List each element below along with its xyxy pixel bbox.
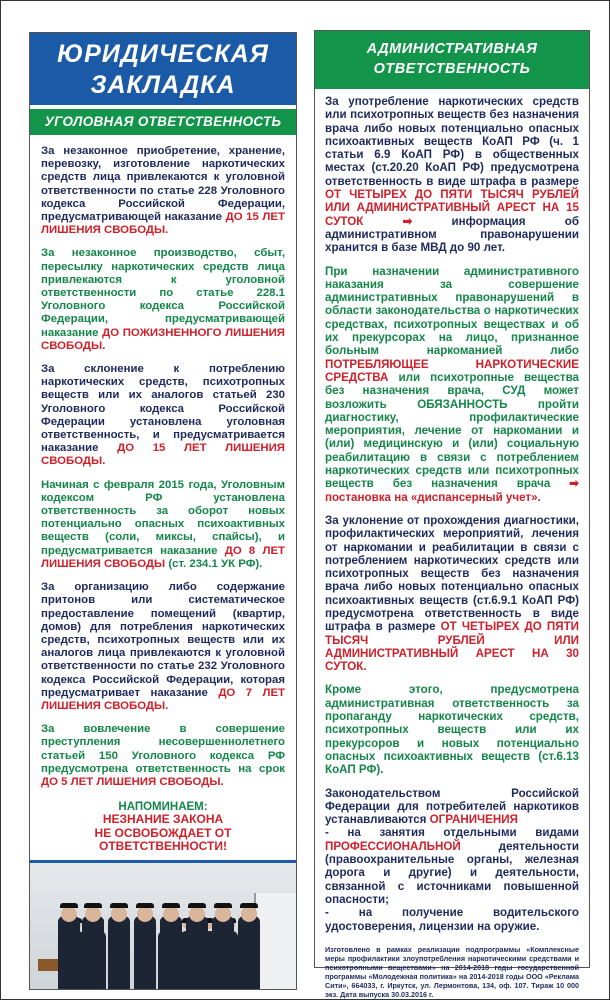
inmate-cap bbox=[110, 903, 128, 908]
inmate-face bbox=[85, 906, 101, 922]
inmate-figure bbox=[82, 916, 104, 989]
title-line-1: АДМИНИСТРАТИВНАЯ bbox=[366, 41, 538, 57]
administrative-liability-heading bbox=[315, 31, 589, 89]
text-tail: информация об административном правонарушении хранится в базе МВД до 90 лет. bbox=[325, 214, 579, 255]
paragraph-art-6-9 bbox=[325, 95, 579, 255]
penalty-highlight: ОТ ЧЕТЫРЕХ ДО ПЯТИ ТЫСЯЧ РУБЛЕЙ ИЛИ АДМИНИСТРАТИВНЫЙ АРЕСТ НА 15 СУТОК bbox=[325, 188, 579, 228]
reminder-line: НЕЗНАНИЕ ЗАКОНА bbox=[102, 812, 224, 827]
reminder-heading: НАПОМИНАЕМ: bbox=[118, 801, 208, 814]
inmate-cap bbox=[188, 903, 206, 908]
inmate-figure bbox=[58, 916, 80, 989]
bookmark-title bbox=[30, 33, 296, 105]
penalty-highlight: ДО ПОЖИЗНЕННОГО ЛИШЕНИЯ СВОБОДЫ. bbox=[41, 326, 285, 352]
inmate-face bbox=[189, 906, 205, 922]
restriction-item-tail: деятельности (правоохранительные органы, железная дорога и другие) и деятельности, связанной с источниками повышенной опасности; bbox=[325, 839, 579, 906]
inmate-cap bbox=[214, 903, 232, 908]
text-mid: или психотропные вещества без назначения врача, СУД может возложить ОБЯЗАННОСТЬ пройти диагностику, профилактические мероприятия, лечение от наркомании и (или) медицинскую и (или) социальную реабилитацию в связи с потреблением наркотических средств или психотропных веществ без назначения врача bbox=[325, 370, 579, 491]
text: Кроме этого, предусмотрена административная ответственность за пропаганду наркотических средств, психотропных веществ или их прекурсоров и новых потенциально опасных психоактивных веществ (ст.6.13 КоАП РФ). bbox=[325, 683, 579, 777]
highlight: ПОТРЕБЛЯЮЩЕЕ НАРКОТИЧЕСКИЕ СРЕДСТВА bbox=[325, 357, 579, 384]
inmate-figure bbox=[134, 916, 156, 989]
restriction-item: - на занятия отдельными видами bbox=[325, 826, 579, 840]
administrative-liability-column bbox=[314, 30, 590, 999]
penalty-highlight: ДО 15 ЛЕТ ЛИШЕНИЯ СВОБОДЫ. bbox=[41, 442, 285, 468]
criminal-liability-heading: УГОЛОВНАЯ ОТВЕТСТВЕННОСТЬ bbox=[30, 105, 296, 135]
penalty-highlight: ДО 8 ЛЕТ ЛИШЕНИЯ СВОБОДЫ bbox=[41, 544, 285, 570]
inmate-face bbox=[137, 906, 153, 922]
title-line-2: ОТВЕТСТВЕННОСТЬ bbox=[373, 61, 531, 77]
text: За употребление наркотических средств или психотропных веществ без назначения врача либо новых потенциально опасных психоактивных веществ КоАП РФ (ч. 1 статьи 6.9 КоАП РФ) в общественных местах (ст.20.20 КоАП РФ) предусмотрена ответственность в виде штрафа в размере bbox=[325, 95, 579, 188]
professional-highlight: ПРОФЕССИОНАЛЬНОЙ bbox=[325, 839, 461, 853]
penalty-highlight: ДО 5 ЛЕТ ЛИШЕНИЯ СВОБОДЫ. bbox=[41, 775, 224, 788]
inmate-face bbox=[61, 906, 77, 922]
reminder-block bbox=[41, 801, 285, 854]
arrow-right-icon: ➡ bbox=[569, 477, 579, 491]
inmate-figure bbox=[108, 916, 130, 989]
inmate-cap bbox=[162, 903, 180, 908]
registration-highlight: постановка на «диспансерный учет». bbox=[325, 490, 541, 504]
inmate-figure bbox=[186, 916, 208, 989]
penalty-highlight: ДО 7 ЛЕТ ЛИШЕНИЯ СВОБОДЫ. bbox=[41, 686, 285, 712]
inmate-cap bbox=[84, 903, 102, 908]
inmate-cap bbox=[240, 903, 258, 908]
text-tail: (ст. 234.1 УК РФ). bbox=[165, 557, 263, 570]
inmate-figure bbox=[238, 916, 260, 989]
paragraph-art-228-1 bbox=[41, 247, 285, 353]
photo-wall bbox=[254, 893, 296, 989]
reminder-line: НЕ ОСВОБОЖДАЕТ ОТ bbox=[94, 825, 232, 840]
restrictions-highlight: ОГРАНИЧЕНИЯ bbox=[429, 813, 518, 827]
inmate-cap bbox=[136, 903, 154, 908]
paragraph-art-6-13 bbox=[325, 683, 579, 776]
paragraph-art-6-9-1 bbox=[325, 514, 579, 674]
inmate-figure bbox=[212, 916, 234, 989]
paragraph-art-150 bbox=[41, 723, 285, 789]
paragraph-art-228 bbox=[41, 145, 285, 237]
inmate-face bbox=[111, 906, 127, 922]
text: При назначении административного наказания за совершение административных правонарушений в области законодательства о наркотических средствах, психотропных веществах и об их прекурсорах на лицо, признанное больным наркоманией либо bbox=[325, 264, 579, 358]
restriction-item: - на получение водительского удостоверения, лицензии на оружие. bbox=[325, 906, 579, 933]
text: Начиная с февраля 2015 года, Уголовным кодексом РФ установлена ответственность за оборот новых потенциально опасных психоактивных веществ (соли, миксы, спайсы), и предусматривается наказание bbox=[41, 478, 285, 557]
title-line-2: ЗАКЛАДКА bbox=[90, 71, 236, 99]
title-line-1: ЮРИДИЧЕСКАЯ bbox=[57, 40, 269, 68]
text: За вовлечение в совершение преступления несовершеннолетнего статьей 150 Уголовного кодекса РФ предусмотрена ответственность на срок bbox=[41, 723, 285, 775]
text: За организацию либо содержание притонов или систематическое предоставление помещений (квартир, домов) для потребления наркотических средств, психотропных веществ или их аналогов лица привлекаются к уголовной ответственности по статье 232 Уголовного кодекса Российской Федерации, которая предусматривает наказание bbox=[41, 581, 285, 699]
criminal-liability-column bbox=[29, 32, 297, 990]
text: За склонение к потреблению наркотических средств, психотропных веществ или их аналогов статьей 230 Уголовного кодекса Российской Федерации установлена уголовная ответственность, и предусматривается наказание bbox=[41, 363, 285, 455]
inmate-cap bbox=[60, 903, 78, 908]
inmate-face bbox=[163, 906, 179, 922]
penalty-highlight: ДО 15 ЛЕТ ЛИШЕНИЯ СВОБОДЫ. bbox=[41, 211, 285, 237]
paragraph-restrictions bbox=[325, 787, 579, 933]
paragraph-court-obligation bbox=[325, 265, 579, 504]
inmates-photo bbox=[30, 860, 296, 989]
text: За уклонение от прохождения диагностики, профилактических мероприятий, лечения от наркомании и реабилитации в связи с потреблением наркотических средств или психотропных веществ без назначения врача либо новых потенциально опасных психоактивных веществ (ст.6.9.1 КоАП РФ) предусмотрена ответственность в виде штрафа в размере bbox=[325, 513, 579, 634]
text: За незаконное приобретение, хранение, перевозку, изготовление наркотических средств лица привлекаются к уголовной ответственности по статье 228 Уголовного кодекса Российской Федерации, предусматривающей наказание bbox=[41, 145, 285, 224]
reminder-line: ОТВЕТСТВЕННОСТИ! bbox=[98, 839, 227, 854]
paragraph-art-234-1 bbox=[41, 479, 285, 571]
paragraph-art-230 bbox=[41, 363, 285, 469]
paragraph-art-232 bbox=[41, 581, 285, 713]
text: За незаконное производство, сбыт, пересылку наркотических средств лица привлекаются к уголовной ответственности по статье 228.1 Уголовного кодекса Российской Федерации, предусматривающей наказание bbox=[41, 247, 285, 339]
arrow-right-icon: ➡ bbox=[402, 214, 413, 228]
text: Законодательством Российской Федерации для потребителей наркотиков устанавливаются bbox=[325, 786, 579, 827]
inmate-face bbox=[215, 906, 231, 922]
publication-footnote: Изготовлено в рамках реализации подпрограммы «Комплексные меры профилактики злоупотребления наркотическими средствами и психотропными веществами» на 2014-2018 годы государственной программы «Молодежная политика» на 2014-2018 годы ООО «Реклама Сити», 664033, г. Иркутск, ул. Лермонтова, 134, оф. 107. Тираж 10 000 экз. Дата выпуска 30.03.2016 г. bbox=[325, 944, 579, 999]
inmate-face bbox=[241, 906, 257, 922]
penalty-highlight: ОТ ЧЕТЫРЕХ ДО ПЯТИ ТЫСЯЧ РУБЛЕЙ ИЛИ АДМИНИСТРАТИВНЫЙ АРЕСТ НА 30 СУТОК. bbox=[325, 620, 579, 674]
inmate-figure bbox=[160, 916, 182, 989]
